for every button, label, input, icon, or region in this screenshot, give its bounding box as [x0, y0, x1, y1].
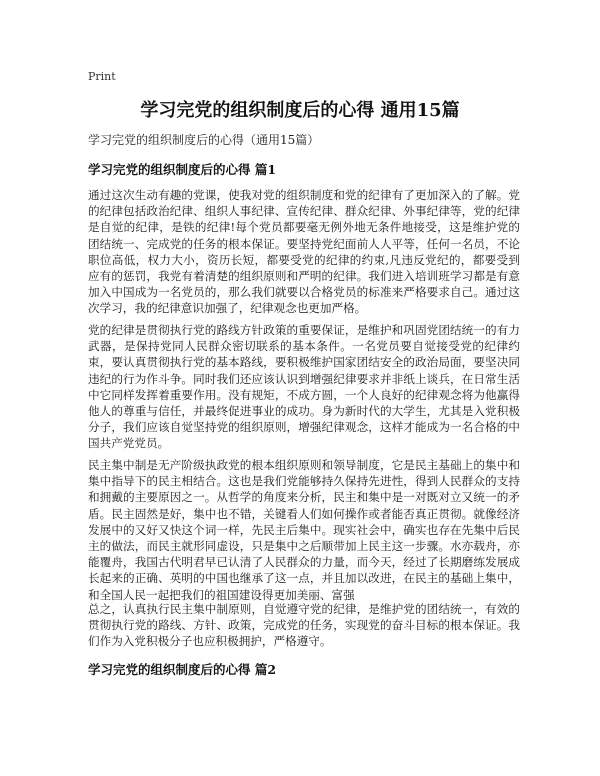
paragraph-3: 民主集中制是无产阶级执政党的根本组织原则和领导制度，它是民主基础上的集中和集中指导下的民主相结合。这也是我们党能够持久保持先进性，得到人民群众的支持和拥戴的主要原因之一。从哲学的角度来分析，民主和集中是一对既对立又统一的矛盾。民主固然是好，集中也不错，关键看人们如何操作或者能否真正贯彻。就像经济发展中的又好又快这个词一样，先民主后集中。现实社会中，确实也存在先集中后民主的做法，而民主就形同虚设，只是集中之后顺带加上民主这一步骤。水亦载舟，亦能覆舟，我国古代明君早已认清了人民群众的力量，而今天，经过了长期磨练发展成长起来的正确、英明的中国也继承了这一点，并且加以改进，在民主的基础上集中，和全国人民一起把我们的祖国建设得更加美丽、富强	[88, 458, 520, 602]
print-label: Print	[88, 70, 116, 83]
paragraph-4: 总之，认真执行民主集中制原则，自觉遵守党的纪律，是维护党的团结统一，有效的贯彻执行党的路线、方针、政策，完成党的任务，实现党的奋斗目标的根本保证。我们作为入党积极分子也应积极拥护，严格遵守。	[88, 602, 520, 649]
paragraph-2: 党的纪律是贯彻执行党的路线方针政策的重要保证，是维护和巩固党团结统一的有力武器，是保持党同人民群众密切联系的基本条件。一名党员要自觉接受党的纪律约束，要认真贯彻执行党的基本路线，要积极维护国家团结安全的政治局面，要坚决同违纪的行为作斗争。同时我们还应该认识到增强纪律要求并非纸上谈兵，在日常生活中它同样发挥着重要作用。没有规矩，不成方圆，一个人良好的纪律观念将为他赢得他人的尊重与信任，并最终促进事业的成功。身为新时代的大学生，尤其是入党积极分子，我们应该自觉坚持党的组织原则，增强纪律观念，这样才能成为一名合格的中国共产党党员。	[88, 323, 520, 451]
section-heading-1: 学习完党的组织制度后的心得 篇1	[88, 162, 277, 177]
paragraph-1: 通过这次生动有趣的党课，使我对党的组织制度和党的纪律有了更加深入的了解。党的纪律包括政治纪律、组织人事纪律、宣传纪律、群众纪律、外事纪律等，党的纪律是自觉的纪律，是铁的纪律!每个党员都要毫无例外地无条件地接受，这是维护党的团结统一、完成党的任务的根本保证。要坚持党纪面前人人平等，任何一名员，不论职位高低，权力大小，资历长短，都要受党的纪律的约束,凡违反党纪的，都要受到应有的惩罚，我党有着清楚的组织原则和严明的纪律。我们进入培训班学习都是有意加入中国成为一名党员的，那么我们就要以合格党员的标准来严格要求自己。通过这次学习，我的纪律意识加强了，纪律观念也更加严格。	[88, 188, 520, 316]
document-subtitle: 学习完党的组织制度后的心得（通用15篇）	[88, 133, 320, 147]
document-title: 学习完党的组织制度后的心得 通用15篇	[140, 100, 460, 121]
section-heading-2: 学习完党的组织制度后的心得 篇2	[88, 662, 277, 677]
